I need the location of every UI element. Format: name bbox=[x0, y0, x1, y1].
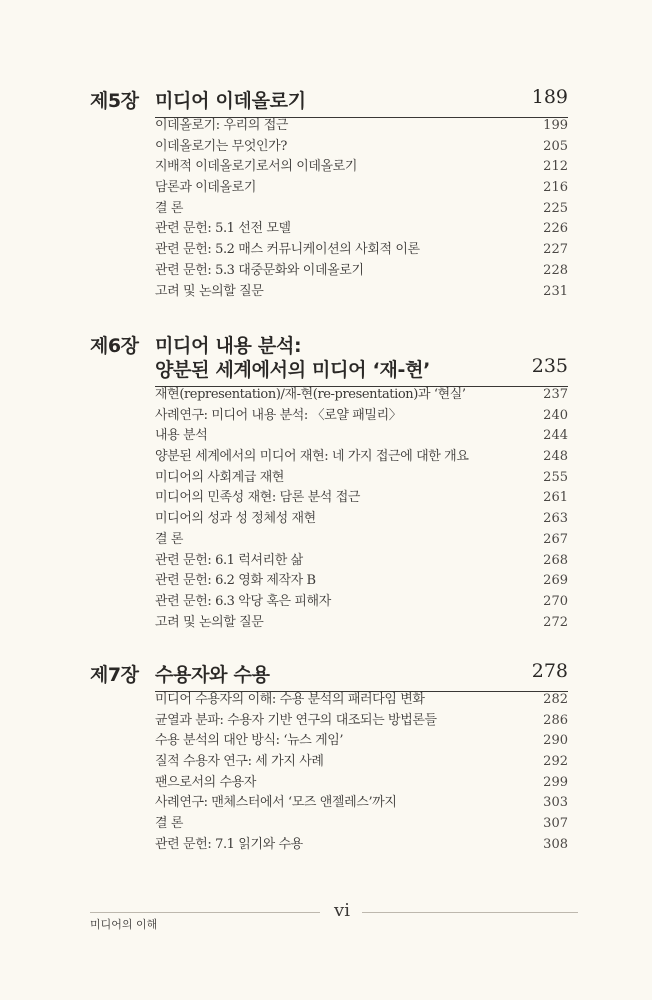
entry-page: 307 bbox=[543, 816, 568, 832]
toc-entry[interactable] bbox=[155, 530, 568, 551]
chapter-6 bbox=[90, 331, 568, 630]
toc-entry[interactable] bbox=[155, 219, 568, 240]
entry-title: 사례연구: 미디어 내용 분석: 〈로얄 패밀리〉 bbox=[155, 407, 402, 423]
entry-title: 균열과 분파: 수용자 기반 연구의 대조되는 방법론들 bbox=[155, 712, 437, 728]
chapter-5 bbox=[90, 86, 568, 299]
chapter-heading bbox=[90, 660, 568, 690]
entry-page: 286 bbox=[543, 712, 568, 728]
toc-entry[interactable] bbox=[155, 137, 568, 158]
entry-title: 관련 문헌: 5.3 대중문화와 이데올로기 bbox=[155, 262, 364, 278]
entry-page: 292 bbox=[543, 754, 568, 770]
entry-title: 재현(representation)/재-현(re-presentation)과 ‘현실’ bbox=[155, 387, 466, 402]
entry-page: 244 bbox=[543, 428, 568, 444]
entry-list bbox=[155, 116, 568, 302]
entry-page: 269 bbox=[543, 573, 568, 589]
entry-title: 이데올로기: 우리의 접근 bbox=[155, 118, 289, 133]
chapter-number: 제7장 bbox=[90, 664, 139, 686]
toc-entry[interactable] bbox=[155, 773, 568, 794]
toc-entry[interactable] bbox=[155, 157, 568, 178]
chapter-subtitle: 양분된 세계에서의 미디어 ‘재-현’ bbox=[155, 359, 431, 381]
toc-entry[interactable] bbox=[155, 240, 568, 261]
entry-title: 미디어의 사회계급 재현 bbox=[155, 469, 285, 485]
entry-page: 231 bbox=[543, 283, 568, 299]
entry-title: 양분된 세계에서의 미디어 재현: 네 가지 접근에 대한 개요 bbox=[155, 449, 469, 465]
toc-entry[interactable] bbox=[155, 199, 568, 220]
chapter-page: 278 bbox=[531, 660, 568, 682]
chapter-title: 미디어 이데올로기 bbox=[155, 90, 306, 112]
entry-title: 관련 문헌: 6.2 영화 제작자 B bbox=[155, 573, 316, 589]
toc-entry[interactable] bbox=[155, 835, 568, 856]
entry-page: 226 bbox=[543, 221, 568, 237]
entry-page: 272 bbox=[543, 614, 568, 630]
toc-entry[interactable] bbox=[155, 752, 568, 773]
toc-entry[interactable] bbox=[155, 551, 568, 572]
entry-page: 267 bbox=[543, 531, 568, 547]
entry-title: 관련 문헌: 5.1 선전 모델 bbox=[155, 221, 291, 237]
entry-title: 사례연구: 맨체스터에서 ‘모즈 앤젤레스’까지 bbox=[155, 795, 397, 811]
entry-list bbox=[155, 385, 568, 633]
entry-title: 지배적 이데올로기로서의 이데올로기 bbox=[155, 159, 357, 175]
entry-page: 228 bbox=[543, 262, 568, 278]
page-number: vi bbox=[334, 900, 350, 921]
toc-entry[interactable] bbox=[155, 406, 568, 427]
entry-title: 관련 문헌: 5.2 매스 커뮤니케이션의 사회적 이론 bbox=[155, 242, 420, 258]
entry-title: 미디어 수용자의 이해: 수용 분석의 패러다임 변화 bbox=[155, 692, 425, 707]
toc-entry[interactable] bbox=[155, 282, 568, 303]
entry-page: 255 bbox=[543, 469, 568, 485]
toc-entry[interactable] bbox=[155, 592, 568, 613]
toc-entry[interactable] bbox=[155, 447, 568, 468]
toc-entry[interactable] bbox=[155, 613, 568, 634]
toc-entry[interactable] bbox=[155, 426, 568, 447]
entry-title: 미디어의 민족성 재현: 담론 분석 접근 bbox=[155, 490, 361, 506]
entry-page: 290 bbox=[543, 733, 568, 749]
toc-entry[interactable] bbox=[155, 571, 568, 592]
entry-page: 240 bbox=[543, 407, 568, 423]
toc-entry[interactable] bbox=[155, 793, 568, 814]
entry-title: 고려 및 논의할 질문 bbox=[155, 614, 264, 630]
entry-title: 내용 분석 bbox=[155, 428, 208, 444]
book-title: 미디어의 이해 bbox=[90, 918, 158, 931]
chapter-title: 미디어 내용 분석: bbox=[155, 335, 302, 357]
entry-title: 결 론 bbox=[155, 531, 184, 547]
entry-page: 268 bbox=[543, 552, 568, 568]
entry-title: 질적 수용자 연구: 세 가지 사례 bbox=[155, 754, 324, 770]
toc-entry[interactable] bbox=[155, 178, 568, 199]
entry-page: 308 bbox=[543, 836, 568, 852]
chapter-page: 189 bbox=[531, 86, 568, 108]
entry-title: 미디어의 성과 성 정체성 재현 bbox=[155, 511, 316, 527]
entry-page: 225 bbox=[543, 200, 568, 216]
entry-page: 282 bbox=[543, 692, 568, 707]
toc-entry[interactable] bbox=[155, 261, 568, 282]
toc-entry[interactable] bbox=[155, 468, 568, 489]
entry-page: 303 bbox=[543, 795, 568, 811]
chapter-title: 수용자와 수용 bbox=[155, 664, 270, 686]
entry-page: 227 bbox=[543, 242, 568, 258]
chapter-7 bbox=[90, 660, 568, 852]
chapter-heading bbox=[90, 86, 568, 116]
entry-title: 관련 문헌: 6.3 악당 혹은 피해자 bbox=[155, 593, 331, 609]
chapter-number: 제5장 bbox=[90, 90, 139, 112]
entry-page: 248 bbox=[543, 449, 568, 465]
toc-entry[interactable] bbox=[155, 814, 568, 835]
entry-page: 216 bbox=[543, 180, 568, 196]
entry-page: 212 bbox=[543, 159, 568, 175]
entry-list bbox=[155, 690, 568, 856]
toc-entry[interactable] bbox=[155, 488, 568, 509]
entry-title: 수용 분석의 대안 방식: ‘뉴스 게임’ bbox=[155, 733, 344, 749]
toc-entry[interactable] bbox=[155, 509, 568, 530]
toc-entry[interactable] bbox=[155, 385, 568, 406]
entry-page: 199 bbox=[543, 118, 568, 133]
entry-title: 결 론 bbox=[155, 816, 184, 832]
entry-title: 결 론 bbox=[155, 200, 184, 216]
toc-entry[interactable] bbox=[155, 116, 568, 137]
chapter-heading-line-2 bbox=[90, 355, 568, 385]
entry-page: 237 bbox=[543, 387, 568, 402]
entry-title: 이데올로기는 무엇인가? bbox=[155, 138, 287, 154]
footer-rule-right bbox=[362, 912, 578, 913]
entry-title: 팬으로서의 수용자 bbox=[155, 774, 256, 790]
toc-entry[interactable] bbox=[155, 690, 568, 711]
entry-title: 고려 및 논의할 질문 bbox=[155, 283, 264, 299]
entry-title: 관련 문헌: 6.1 럭셔리한 삶 bbox=[155, 552, 303, 568]
entry-page: 205 bbox=[543, 138, 568, 154]
footer-rule-left bbox=[90, 912, 320, 913]
entry-title: 관련 문헌: 7.1 읽기와 수용 bbox=[155, 836, 303, 852]
toc-entry[interactable] bbox=[155, 711, 568, 732]
entry-title: 담론과 이데올로기 bbox=[155, 180, 256, 196]
entry-page: 299 bbox=[543, 774, 568, 790]
entry-page: 261 bbox=[543, 490, 568, 506]
toc-entry[interactable] bbox=[155, 731, 568, 752]
entry-page: 263 bbox=[543, 511, 568, 527]
entry-page: 270 bbox=[543, 593, 568, 609]
chapter-number: 제6장 bbox=[90, 335, 139, 357]
chapter-page: 235 bbox=[531, 355, 568, 377]
